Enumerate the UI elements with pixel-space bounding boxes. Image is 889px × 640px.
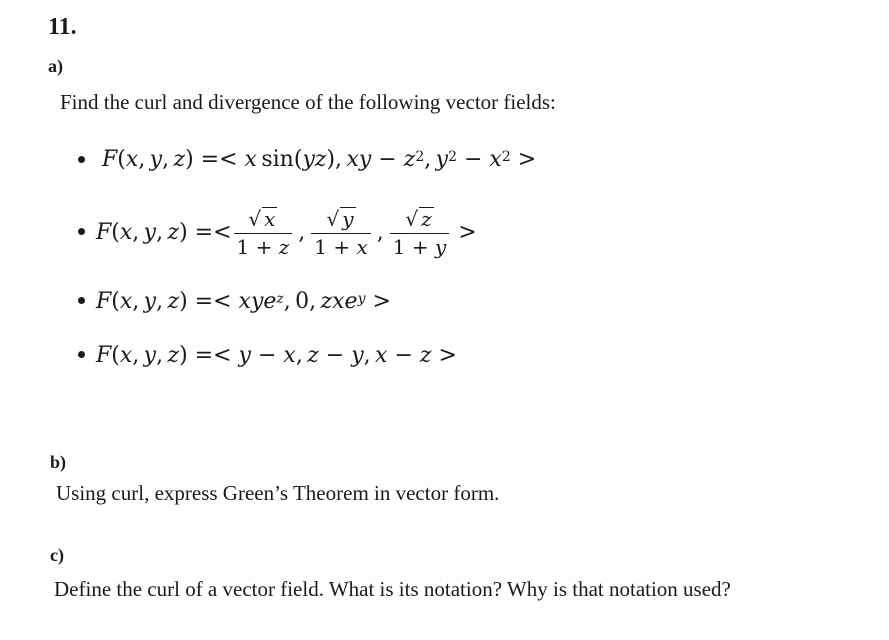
part-c-prompt: Define the curl of a vector field. What is its notation? Why is that notation used? <box>54 577 731 601</box>
bullet <box>78 297 85 304</box>
vector-field-1: F ( x , y , z ) =< x sin( yz ), xy − z $^2$ , y $^2$ − x $^2$ > <box>102 146 537 172</box>
vector-field-4: F ( x , y , z ) =< y − x , z − y , x − z > <box>96 342 457 368</box>
vector-field-2: F ( x , y , z ) =< $\frac{√ x}{1 + z}$ , $\frac{√ y}{1 + x}$ , $\frac{√ z}{1 + y}$ > <box>96 206 477 259</box>
part-b-prompt: Using curl, express Green’s Theorem in vector form. <box>56 481 500 505</box>
bullet <box>78 351 85 358</box>
bullet <box>78 156 85 163</box>
part-a-prompt: Find the curl and divergence of the following vector fields: <box>60 90 556 114</box>
part-a-label: a) <box>48 56 63 76</box>
part-b-label: b) <box>50 452 67 472</box>
vector-field-3: F ( x , y , z ) =< xye $^z$ , 0, zxe $^y$ > <box>96 288 391 314</box>
fraction: $\frac{√ y}{1 + x}$ <box>311 207 370 258</box>
bullet <box>78 228 85 235</box>
fraction: $\frac{√ x}{1 + z}$ <box>234 207 293 258</box>
problem-number: 11. <box>48 14 77 40</box>
fraction: $\frac{√ z}{1 + y}$ <box>390 207 450 258</box>
part-c-label: c) <box>50 545 64 565</box>
